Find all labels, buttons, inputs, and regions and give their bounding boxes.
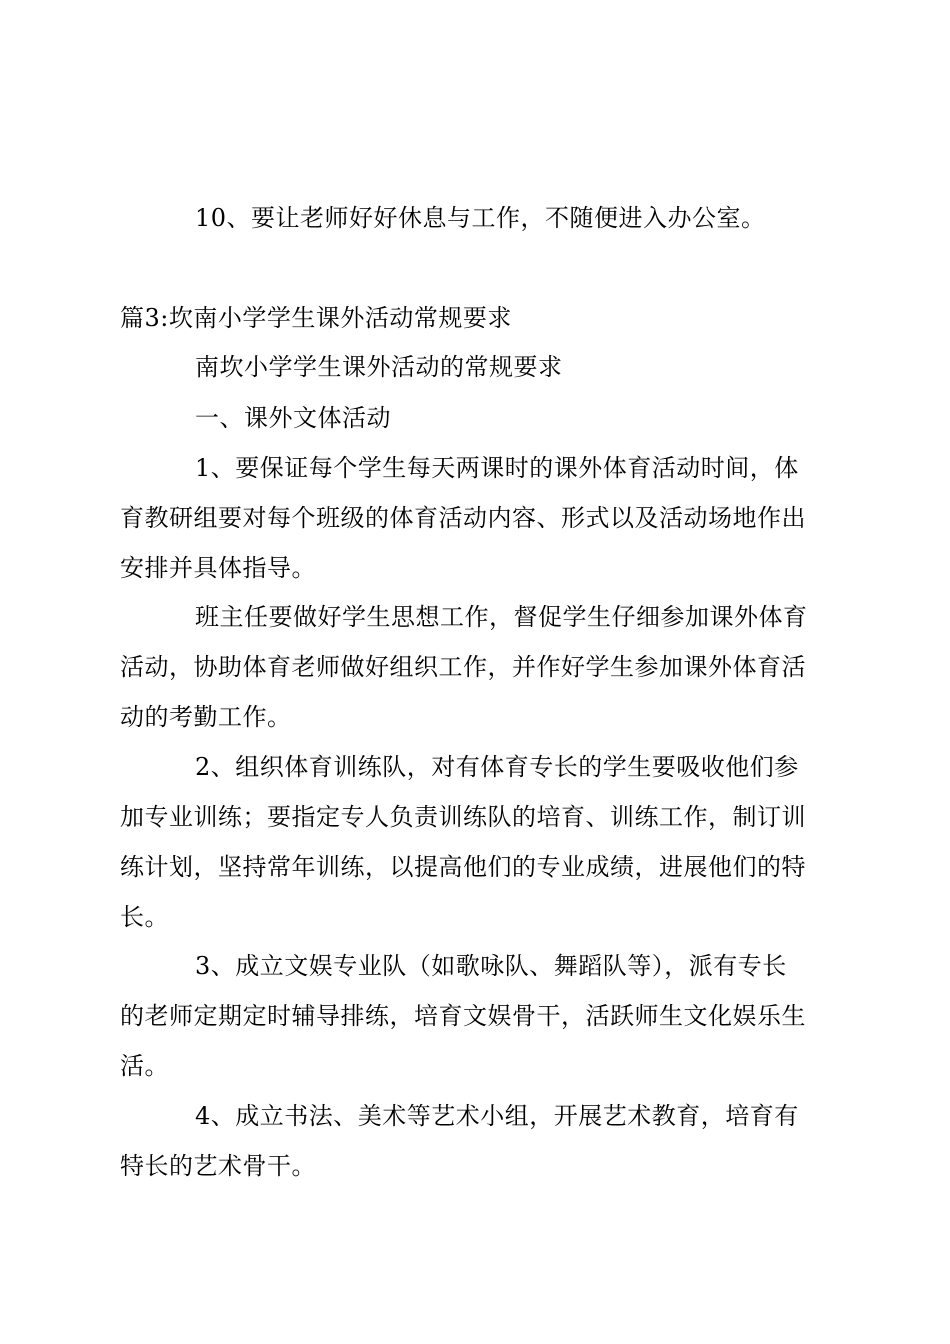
item-3-line-2: 的老师定期定时辅导排练，培育文娱骨干，活跃师生文化娱乐生 — [120, 1002, 806, 1030]
carryover-item-10: 10、要让老师好好休息与工作，不随便进入办公室。 — [195, 204, 766, 232]
homeroom-line-3: 动的考勤工作。 — [120, 703, 292, 731]
item-3-line-3: 活。 — [120, 1052, 169, 1080]
item-1-line-3: 安排并具体指导。 — [120, 554, 316, 582]
item-4-line-2: 特长的艺术骨干。 — [120, 1152, 316, 1180]
homeroom-line-1: 班主任要做好学生思想工作，督促学生仔细参加课外体育 — [195, 603, 808, 631]
item-2-line-3: 练计划，坚持常年训练，以提高他们的专业成绩，进展他们的特 — [120, 853, 806, 881]
section-heading: 篇3:坎南小学学生课外活动常规要求 — [120, 304, 512, 332]
item-3-line-1: 3、成立文娱专业队（如歌咏队、舞蹈队等），派有专长 — [195, 952, 787, 980]
item-1-line-2: 育教研组要对每个班级的体育活动内容、形式以及活动场地作出 — [120, 504, 806, 532]
item-2-line-2: 加专业训练；要指定专人负责训练队的培育、训练工作，制订训 — [120, 803, 806, 831]
document-title: 南坎小学学生课外活动的常规要求 — [195, 353, 563, 381]
subsection-heading-1: 一、课外文体活动 — [195, 404, 391, 432]
item-2-line-1: 2、组织体育训练队，对有体育专长的学生要吸收他们参 — [195, 753, 799, 781]
item-4-line-1: 4、成立书法、美术等艺术小组，开展艺术教育，培育有 — [195, 1102, 799, 1130]
item-2-line-4: 长。 — [120, 903, 169, 931]
item-1-line-1: 1、要保证每个学生每天两课时的课外体育活动时间，体 — [195, 454, 799, 482]
homeroom-line-2: 活动，协助体育老师做好组织工作，并作好学生参加课外体育活 — [120, 653, 806, 681]
